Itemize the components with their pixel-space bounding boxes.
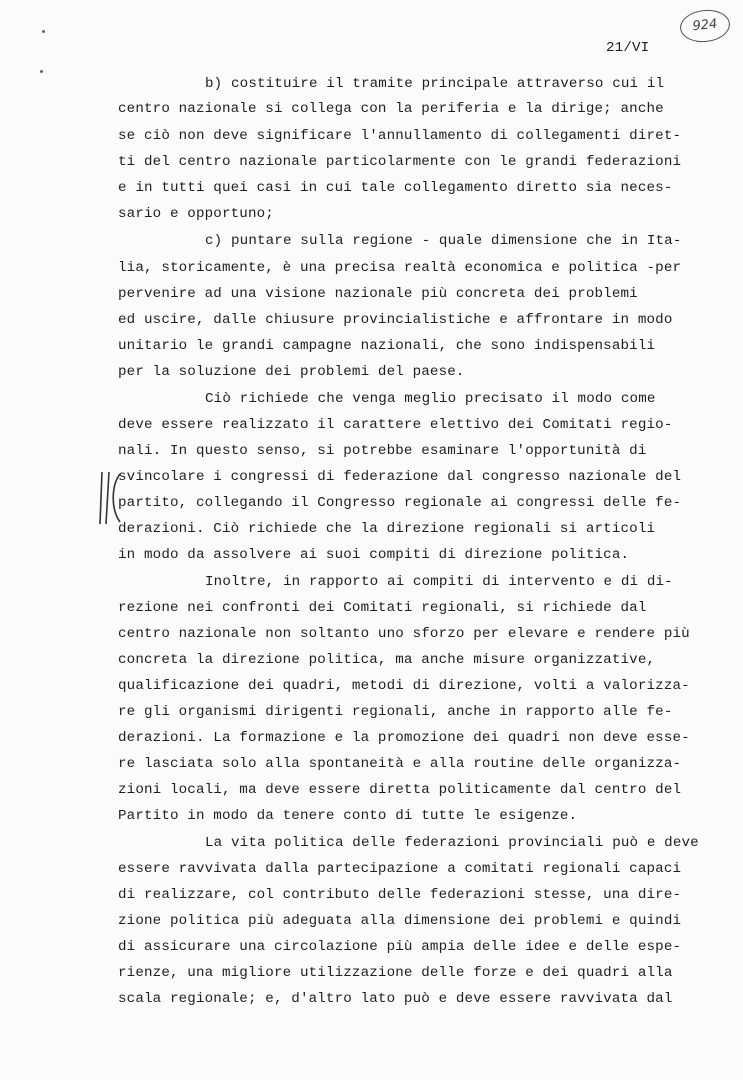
body-line: sario e opportuno;	[118, 206, 274, 222]
body-line: pervenire ad una visione nazionale più concreta dei problemi	[118, 286, 638, 302]
body-line: essere ravvivata dalla partecipazione a comitati regionali capaci	[118, 861, 682, 877]
body-line: derazioni. Ciò richiede che la direzione regionali si articoli	[118, 521, 656, 537]
body-line: centro nazionale non soltanto uno sforzo per elevare e rendere più	[118, 626, 690, 642]
page-number: 21/VI	[606, 40, 650, 56]
body-line: rienze, una migliore utilizzazione delle forze e dei quadri alla	[118, 965, 673, 981]
body-line: concreta la direzione politica, ma anche misure organizzative,	[118, 652, 656, 668]
body-line: Ciò richiede che venga meglio precisato il modo come	[205, 391, 656, 407]
body-line: ti del centro nazionale particolarmente con le grandi federazioni	[118, 154, 682, 170]
body-line: di assicurare una circolazione più ampia delle idee e delle espe-	[118, 939, 682, 955]
archive-number-stamp: 924	[678, 7, 731, 44]
body-line: unitario le grandi campagne nazionali, che sono indispensabili	[118, 338, 656, 354]
scan-speck	[40, 70, 43, 73]
body-line: scala regionale; e, d'altro lato può e deve essere ravvivata dal	[118, 991, 673, 1007]
body-line: zione politica più adeguata alla dimensione dei problemi e quindi	[118, 913, 682, 929]
body-line: zioni locali, ma deve essere diretta politicamente dal centro del	[118, 782, 682, 798]
body-line: Inoltre, in rapporto ai compiti di intervento e di di-	[205, 574, 673, 590]
body-line: nali. In questo senso, si potrebbe esaminare l'opportunità di	[118, 443, 647, 459]
body-line: centro nazionale si collega con la periferia e la dirige; anche	[118, 101, 664, 117]
body-line: e in tutti quei casi in cui tale collegamento diretto sia neces-	[118, 180, 673, 196]
body-line: partito, collegando il Congresso regionale ai congressi delle fe-	[118, 495, 682, 511]
body-line: in modo da assolvere ai suoi compiti di direzione politica.	[118, 547, 630, 563]
body-line: derazioni. La formazione e la promozione dei quadri non deve esse-	[118, 730, 690, 746]
body-line: Partito in modo da tenere conto di tutte le esigenze.	[118, 808, 578, 824]
body-line: c) puntare sulla regione - quale dimensione che in Ita-	[205, 233, 682, 249]
body-line: di realizzare, col contributo delle federazioni stesse, una dire-	[118, 887, 682, 903]
body-line: per la soluzione dei problemi del paese.	[118, 364, 465, 380]
body-line: re lasciata solo alla spontaneità e alla routine delle organizza-	[118, 756, 682, 772]
body-line: re gli organismi dirigenti regionali, anche in rapporto alle fe-	[118, 704, 673, 720]
body-line: ed uscire, dalle chiusure provincialistiche e affrontare in modo	[118, 312, 673, 328]
body-line: deve essere realizzato il carattere elettivo dei Comitati regio-	[118, 417, 673, 433]
body-line: se ciò non deve significare l'annullamento di collegamenti diret-	[118, 128, 682, 144]
body-line: qualificazione dei quadri, metodi di direzione, volti a valorizza-	[118, 678, 690, 694]
body-line: b) costituire il tramite principale attraverso cui il	[205, 76, 665, 92]
body-line: svincolare i congressi di federazione dal congresso nazionale del	[118, 469, 682, 485]
body-line: La vita politica delle federazioni provinciali può e deve	[205, 835, 699, 851]
body-line: lia, storicamente, è una precisa realtà economica e politica -per	[118, 260, 682, 276]
body-line: rezione nei confronti dei Comitati regionali, si richiede dal	[118, 600, 647, 616]
scan-speck	[42, 30, 45, 33]
